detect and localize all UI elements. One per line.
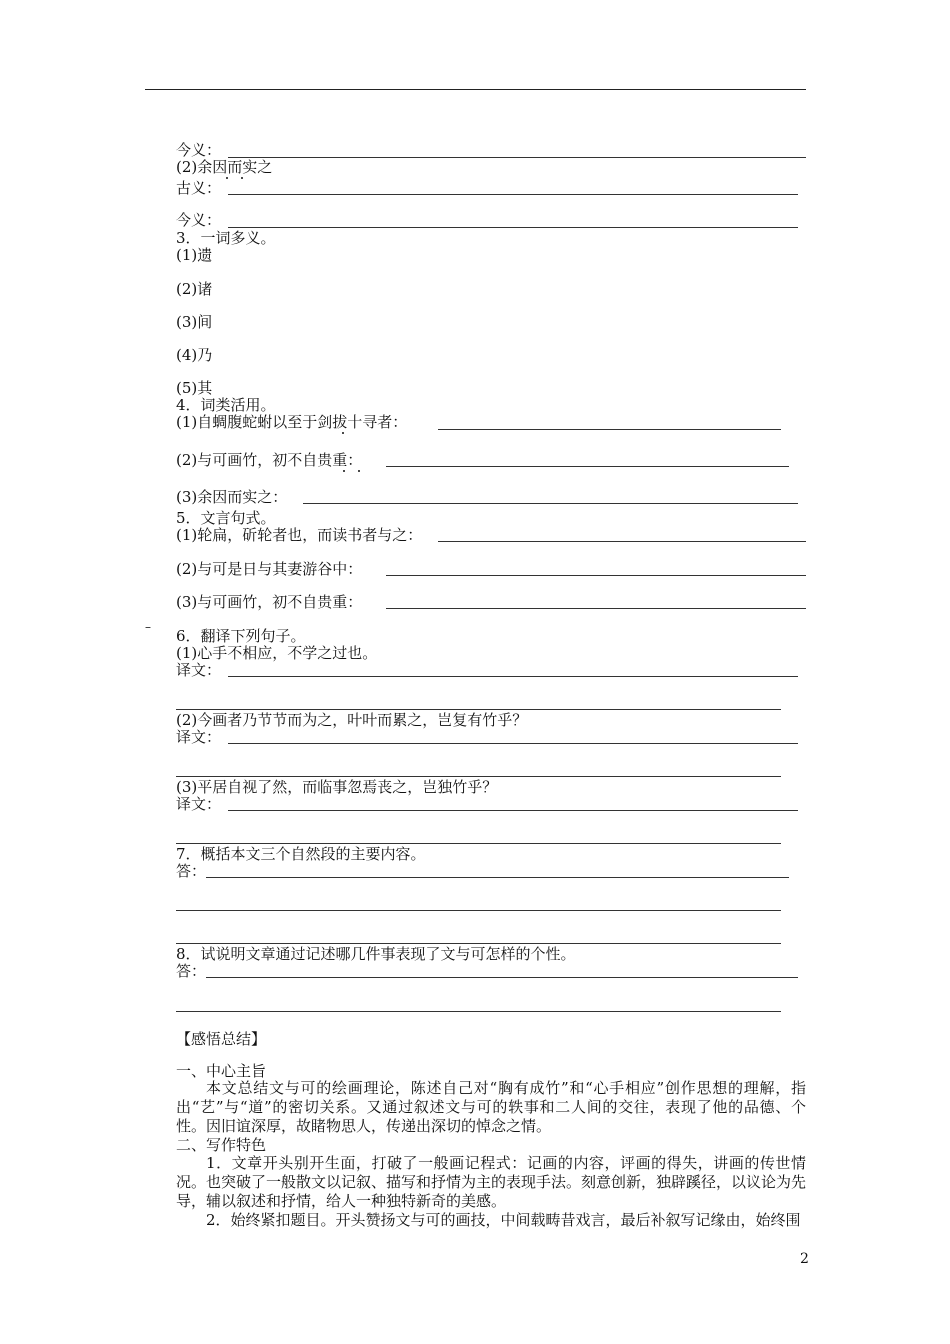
question-6-heading: 6．翻译下列句子。	[176, 627, 306, 645]
writing-feature-paragraph-1: 1．文章开头别开生面，打破了一般画记程式：记画的内容，评画的得失，讲画的传世情况。也突破了一般散文以记叙、描写和抒情为主的表现手法。刻意创新，独辟蹊径，以议论为先导，辅以叙述和抒情，给人一种独特新奇的美感。	[176, 1154, 807, 1210]
question-5-1: (1)轮扁，斫轮者也，而读书者与之：	[176, 526, 423, 544]
emphasis-dot	[226, 177, 228, 179]
emphasis-dot	[241, 177, 243, 179]
question-6-2: (2)今画者乃节节而为之，叶叶而累之，岂复有竹乎？	[176, 711, 528, 729]
answer-line[interactable]	[176, 943, 781, 944]
question-7: 7．概括本文三个自然段的主要内容。	[176, 845, 426, 863]
question-2-2: (2)余因而实之	[176, 158, 273, 176]
section-1-title: 一、中心主旨	[176, 1062, 267, 1080]
answer-line[interactable]	[176, 843, 781, 844]
question-4-heading: 4．词类活用。	[176, 396, 276, 414]
question-5-3: (3)与可画竹，初不自贵重：	[176, 593, 363, 611]
answer-line[interactable]	[176, 776, 781, 777]
answer-line[interactable]	[228, 743, 798, 744]
question-4-2: (2)与可画竹，初不自贵重：	[176, 451, 363, 469]
margin-dash: –	[145, 620, 151, 634]
question-3-heading: 3．一词多义。	[176, 229, 276, 247]
answer-line[interactable]	[228, 194, 798, 195]
section-2-title: 二、写作特色	[176, 1136, 267, 1154]
question-3-5: (5)其	[176, 379, 213, 397]
answer-line[interactable]	[176, 1011, 781, 1012]
question-8: 8．试说明文章通过记述哪几件事表现了文与可怎样的个性。	[176, 945, 576, 963]
answer-line[interactable]	[438, 429, 781, 430]
yiwen-label-3: 译文：	[176, 795, 222, 813]
answer-label-8: 答：	[176, 962, 207, 980]
answer-line[interactable]	[228, 227, 798, 228]
question-3-4: (4)乃	[176, 346, 213, 364]
answer-line[interactable]	[176, 709, 781, 710]
answer-line[interactable]	[386, 466, 789, 467]
guyi-label-2: 古义：	[176, 179, 222, 197]
answer-line[interactable]	[228, 676, 798, 677]
answer-line[interactable]	[303, 503, 798, 504]
emphasis-dot	[342, 432, 344, 434]
question-5-2: (2)与可是日与其妻游谷中：	[176, 560, 363, 578]
header-rule	[145, 89, 806, 90]
emphasis-dot	[358, 470, 360, 472]
answer-line[interactable]	[206, 877, 789, 878]
question-6-3: (3)平居自视了然，而临事忽焉丧之，岂独竹乎？	[176, 778, 498, 796]
question-6-1: (1)心手不相应，不学之过也。	[176, 644, 378, 662]
answer-label-7: 答：	[176, 862, 207, 880]
summary-title: 【感悟总结】	[176, 1030, 267, 1048]
question-3-1: (1)遗	[176, 246, 213, 264]
jinyi-label-1: 今义：	[176, 141, 222, 159]
answer-line[interactable]	[206, 977, 798, 978]
answer-line[interactable]	[386, 575, 806, 576]
answer-line[interactable]	[386, 608, 806, 609]
yiwen-label-2: 译文：	[176, 728, 222, 746]
question-5-heading: 5．文言句式。	[176, 509, 276, 527]
question-3-2: (2)诸	[176, 280, 213, 298]
central-theme-paragraph: 本文总结文与可的绘画理论，陈述自己对“胸有成竹”和“心手相应”创作思想的理解，指出“艺”与“道”的密切关系。又通过叙述文与可的轶事和二人间的交往，表现了他的品德、个性。因旧谊深厚，故睹物思人，传递出深切的悼念之情。	[176, 1079, 806, 1135]
yiwen-label-1: 译文：	[176, 661, 222, 679]
question-4-3: (3)余因而实之：	[176, 488, 288, 506]
question-3-3: (3)间	[176, 313, 213, 331]
emphasis-dot	[343, 470, 345, 472]
answer-line[interactable]	[228, 810, 798, 811]
question-4-1: (1)自蜩腹蛇蚹以至于剑拔十寻者：	[176, 413, 408, 431]
writing-feature-paragraph-2: 2．始终紧扣题目。开头赞扬文与可的画技，中间载畴昔戏言，最后补叙写记缘由，始终围	[206, 1211, 801, 1229]
answer-line[interactable]	[438, 541, 806, 542]
answer-line[interactable]	[176, 910, 781, 911]
answer-line[interactable]	[228, 157, 806, 158]
page-number: 2	[800, 1251, 809, 1267]
jinyi-label-2: 今义：	[176, 211, 222, 229]
